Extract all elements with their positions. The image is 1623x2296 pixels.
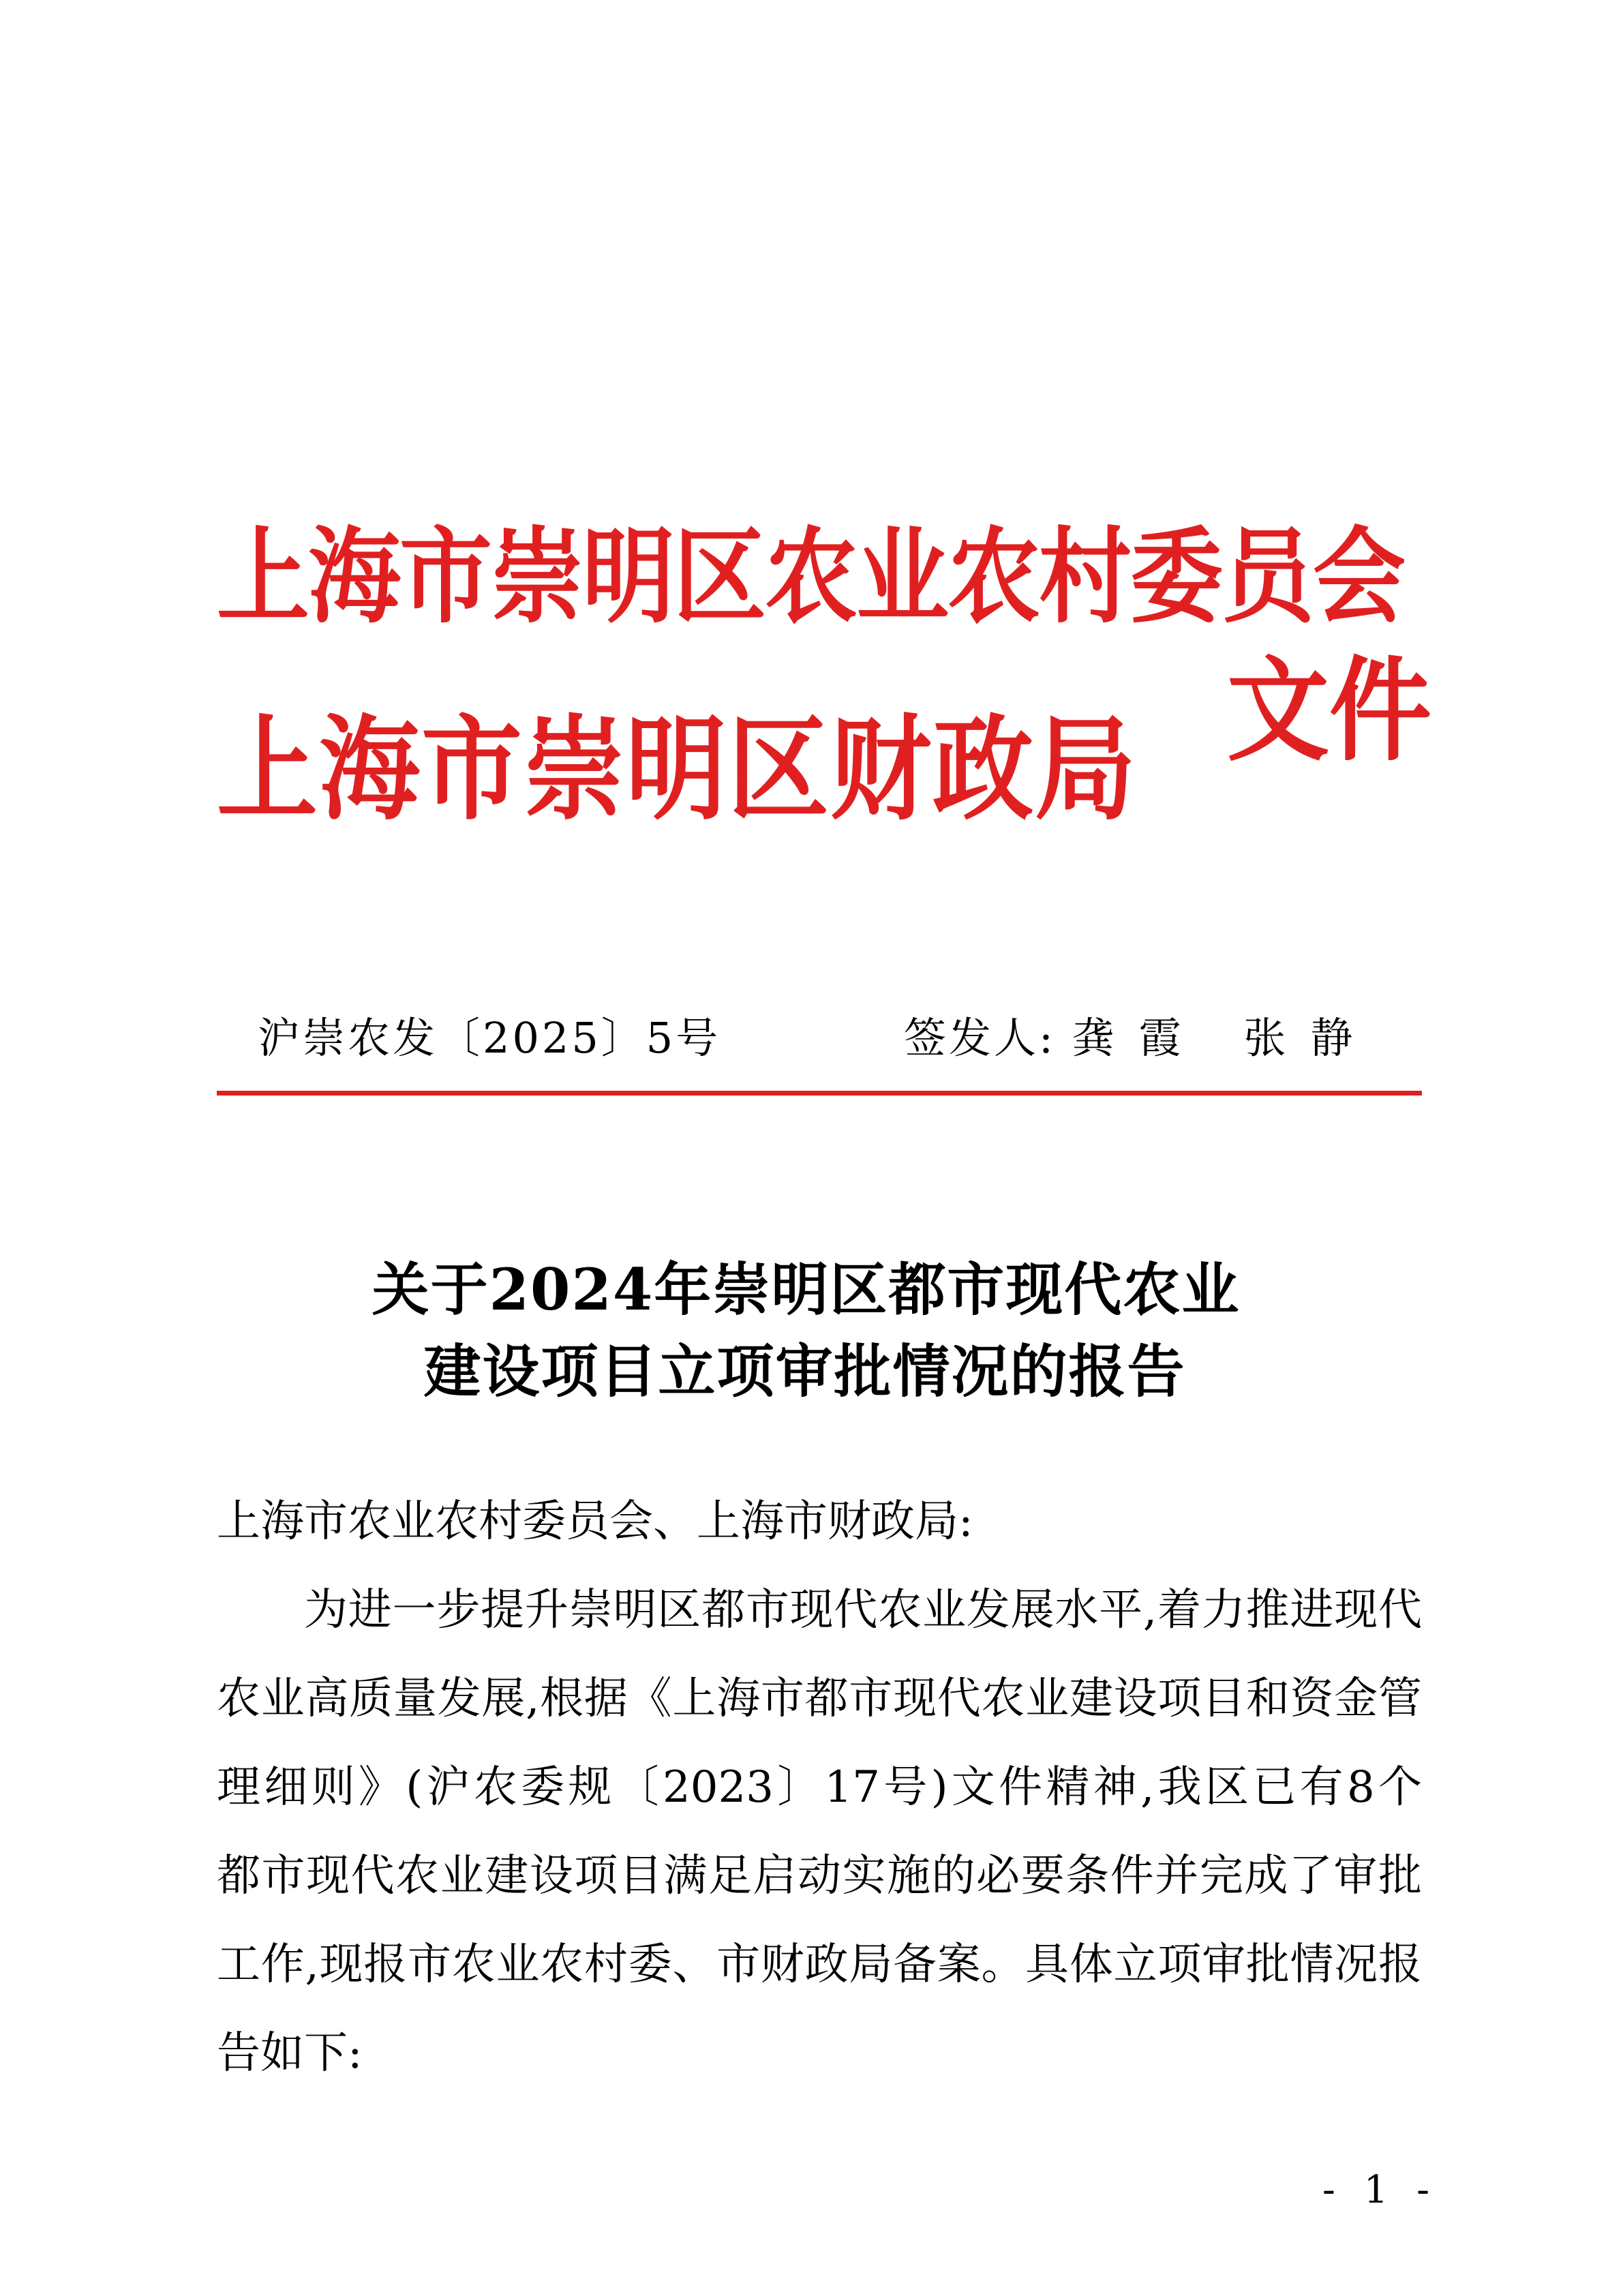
document-number: 沪崇农发〔2025〕5号 — [258, 1013, 721, 1063]
body-text-line: 告如下: — [217, 2028, 363, 2079]
report-title-line-1: 关于2024年崇明区都市现代农业 — [371, 1256, 1241, 1323]
body-text-line: 农业高质量发展,根据《上海市都市现代农业建设项目和资金管 — [217, 1674, 1422, 1724]
page-number: - 1 - — [1322, 2168, 1438, 2212]
document-suffix: 文件 — [1227, 644, 1432, 777]
signer-names: 龚霞 张静 — [1072, 1013, 1378, 1063]
signer-label: 签发人: — [904, 1013, 1056, 1063]
salutation: 上海市农业农村委员会、上海市财政局: — [217, 1496, 973, 1547]
body-text-line: 理细则》(沪农委规〔2023〕17号)文件精神,我区已有8个 — [217, 1762, 1422, 1813]
issuer-finance-bureau: 上海市崇明区财政局 — [217, 702, 1137, 836]
signer — [904, 1013, 1378, 1063]
report-title-line-2: 建设项目立项审批情况的报告 — [423, 1338, 1186, 1405]
body-text-line: 工作,现报市农业农村委、市财政局备案。具体立项审批情况报 — [217, 1939, 1422, 1990]
body-text-line: 为进一步提升崇明区都市现代农业发展水平,着力推进现代 — [304, 1585, 1422, 1635]
issuer-agriculture-committee: 上海市崇明区农业农村委员会 — [217, 515, 1404, 638]
body-text-line: 都市现代农业建设项目满足启动实施的必要条件并完成了审批 — [217, 1851, 1422, 1901]
header-red-rule — [217, 1091, 1422, 1096]
